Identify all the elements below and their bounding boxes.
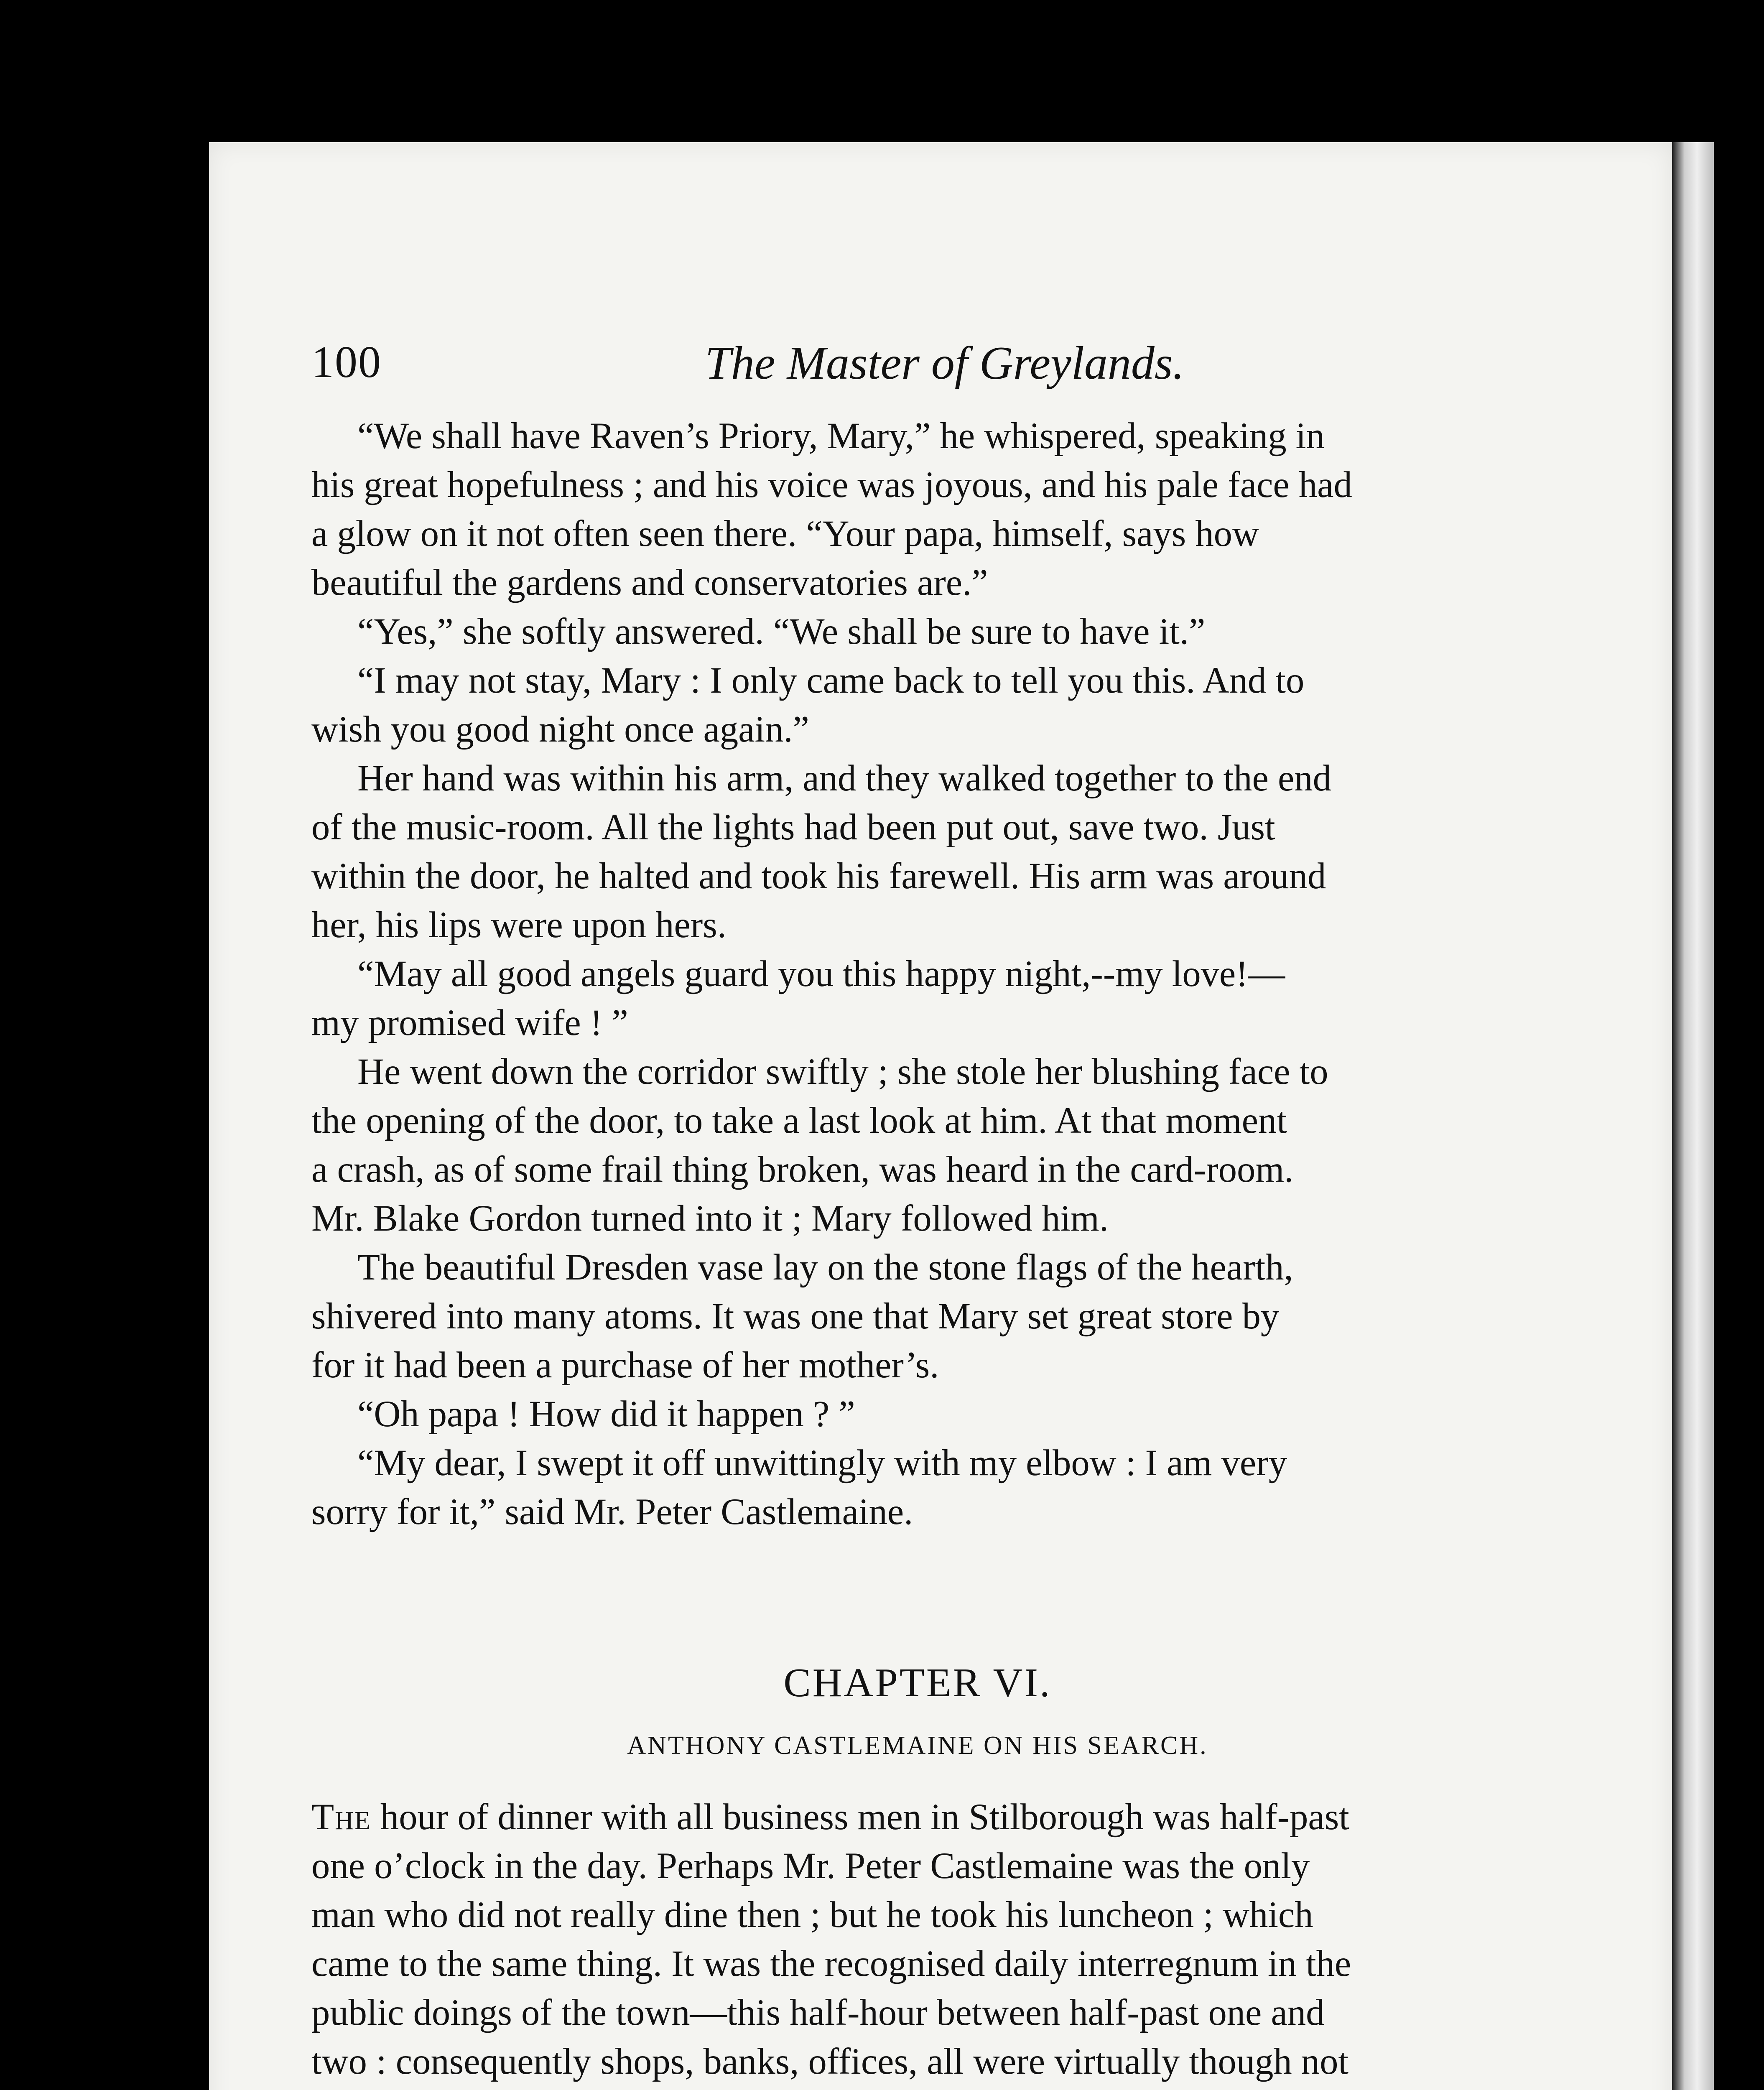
paragraph: Her hand was within his arm, and they walked together to the end of the music-room. All the lights had been put out, save two. Just within the door, he halted and took his farewell. His arm was around her, his lips were upon hers. (311, 758, 1331, 946)
page-number: 100 (311, 337, 382, 387)
chapter-subtitle: ANTHONY CASTLEMAINE ON HIS SEARCH. (627, 1731, 1208, 1760)
paragraph: “I may not stay, Mary : I only came back to tell you this. And to wish you good night once again.” (311, 660, 1305, 750)
paragraph: He went down the corridor swiftly ; she stole her blushing face to the opening of the door, to take a last look at him. At that moment a crash, as of some frail thing broken, was heard in the card-room. Mr. Blake Gordon turned into it ; Mary followed him. (311, 1051, 1328, 1239)
text-block (311, 412, 1524, 2090)
running-head (311, 336, 1578, 408)
running-title: The Master of Greylands. (705, 337, 1185, 389)
paragraph: The beautiful Dresden vase lay on the stone flags of the hearth, shivered into many atoms. It was one that Mary set great store by for it had been a purchase of her mother’s. (311, 1247, 1293, 1386)
chapter-lead-word: The (311, 1797, 371, 1838)
chapter-opening-text: hour of dinner with all business men in Stilborough was half-past one o’clock in the day. Perhaps Mr. Peter Castlemaine was the only man who did not really dine then ; but he took his luncheon ; which came to the same thing. It was the recognised daily interregnum in the public doings of the town—this half-hour between half-past one and two : consequently shops, banks, offices, all were virtually though not (311, 1797, 1351, 2082)
paragraph: “We shall have Raven’s Priory, Mary,” he whispered, speaking in his great hopefulness ; and his voice was joyous, and his pale face had a glow on it not often seen there. “Your papa, himself, says how beautiful the gardens and conservatories are.” (311, 415, 1352, 603)
paragraph: “Yes,” she softly answered. “We shall be sure to have it.” (357, 611, 1206, 652)
facing-page-edge (1672, 142, 1714, 2090)
paragraph: “Oh papa ! How did it happen ? ” (357, 1394, 855, 1435)
chapter-opening-paragraph (311, 1793, 1524, 2090)
chapter-title: CHAPTER VI. (783, 1660, 1052, 1705)
paragraph: “My dear, I swept it off unwittingly with my elbow : I am very sorry for it,” said Mr. Peter Castlemaine. (311, 1443, 1287, 1532)
book-page (209, 142, 1672, 2090)
paragraph: “May all good angels guard you this happy night,--my love!— my promised wife ! ” (311, 953, 1285, 1043)
